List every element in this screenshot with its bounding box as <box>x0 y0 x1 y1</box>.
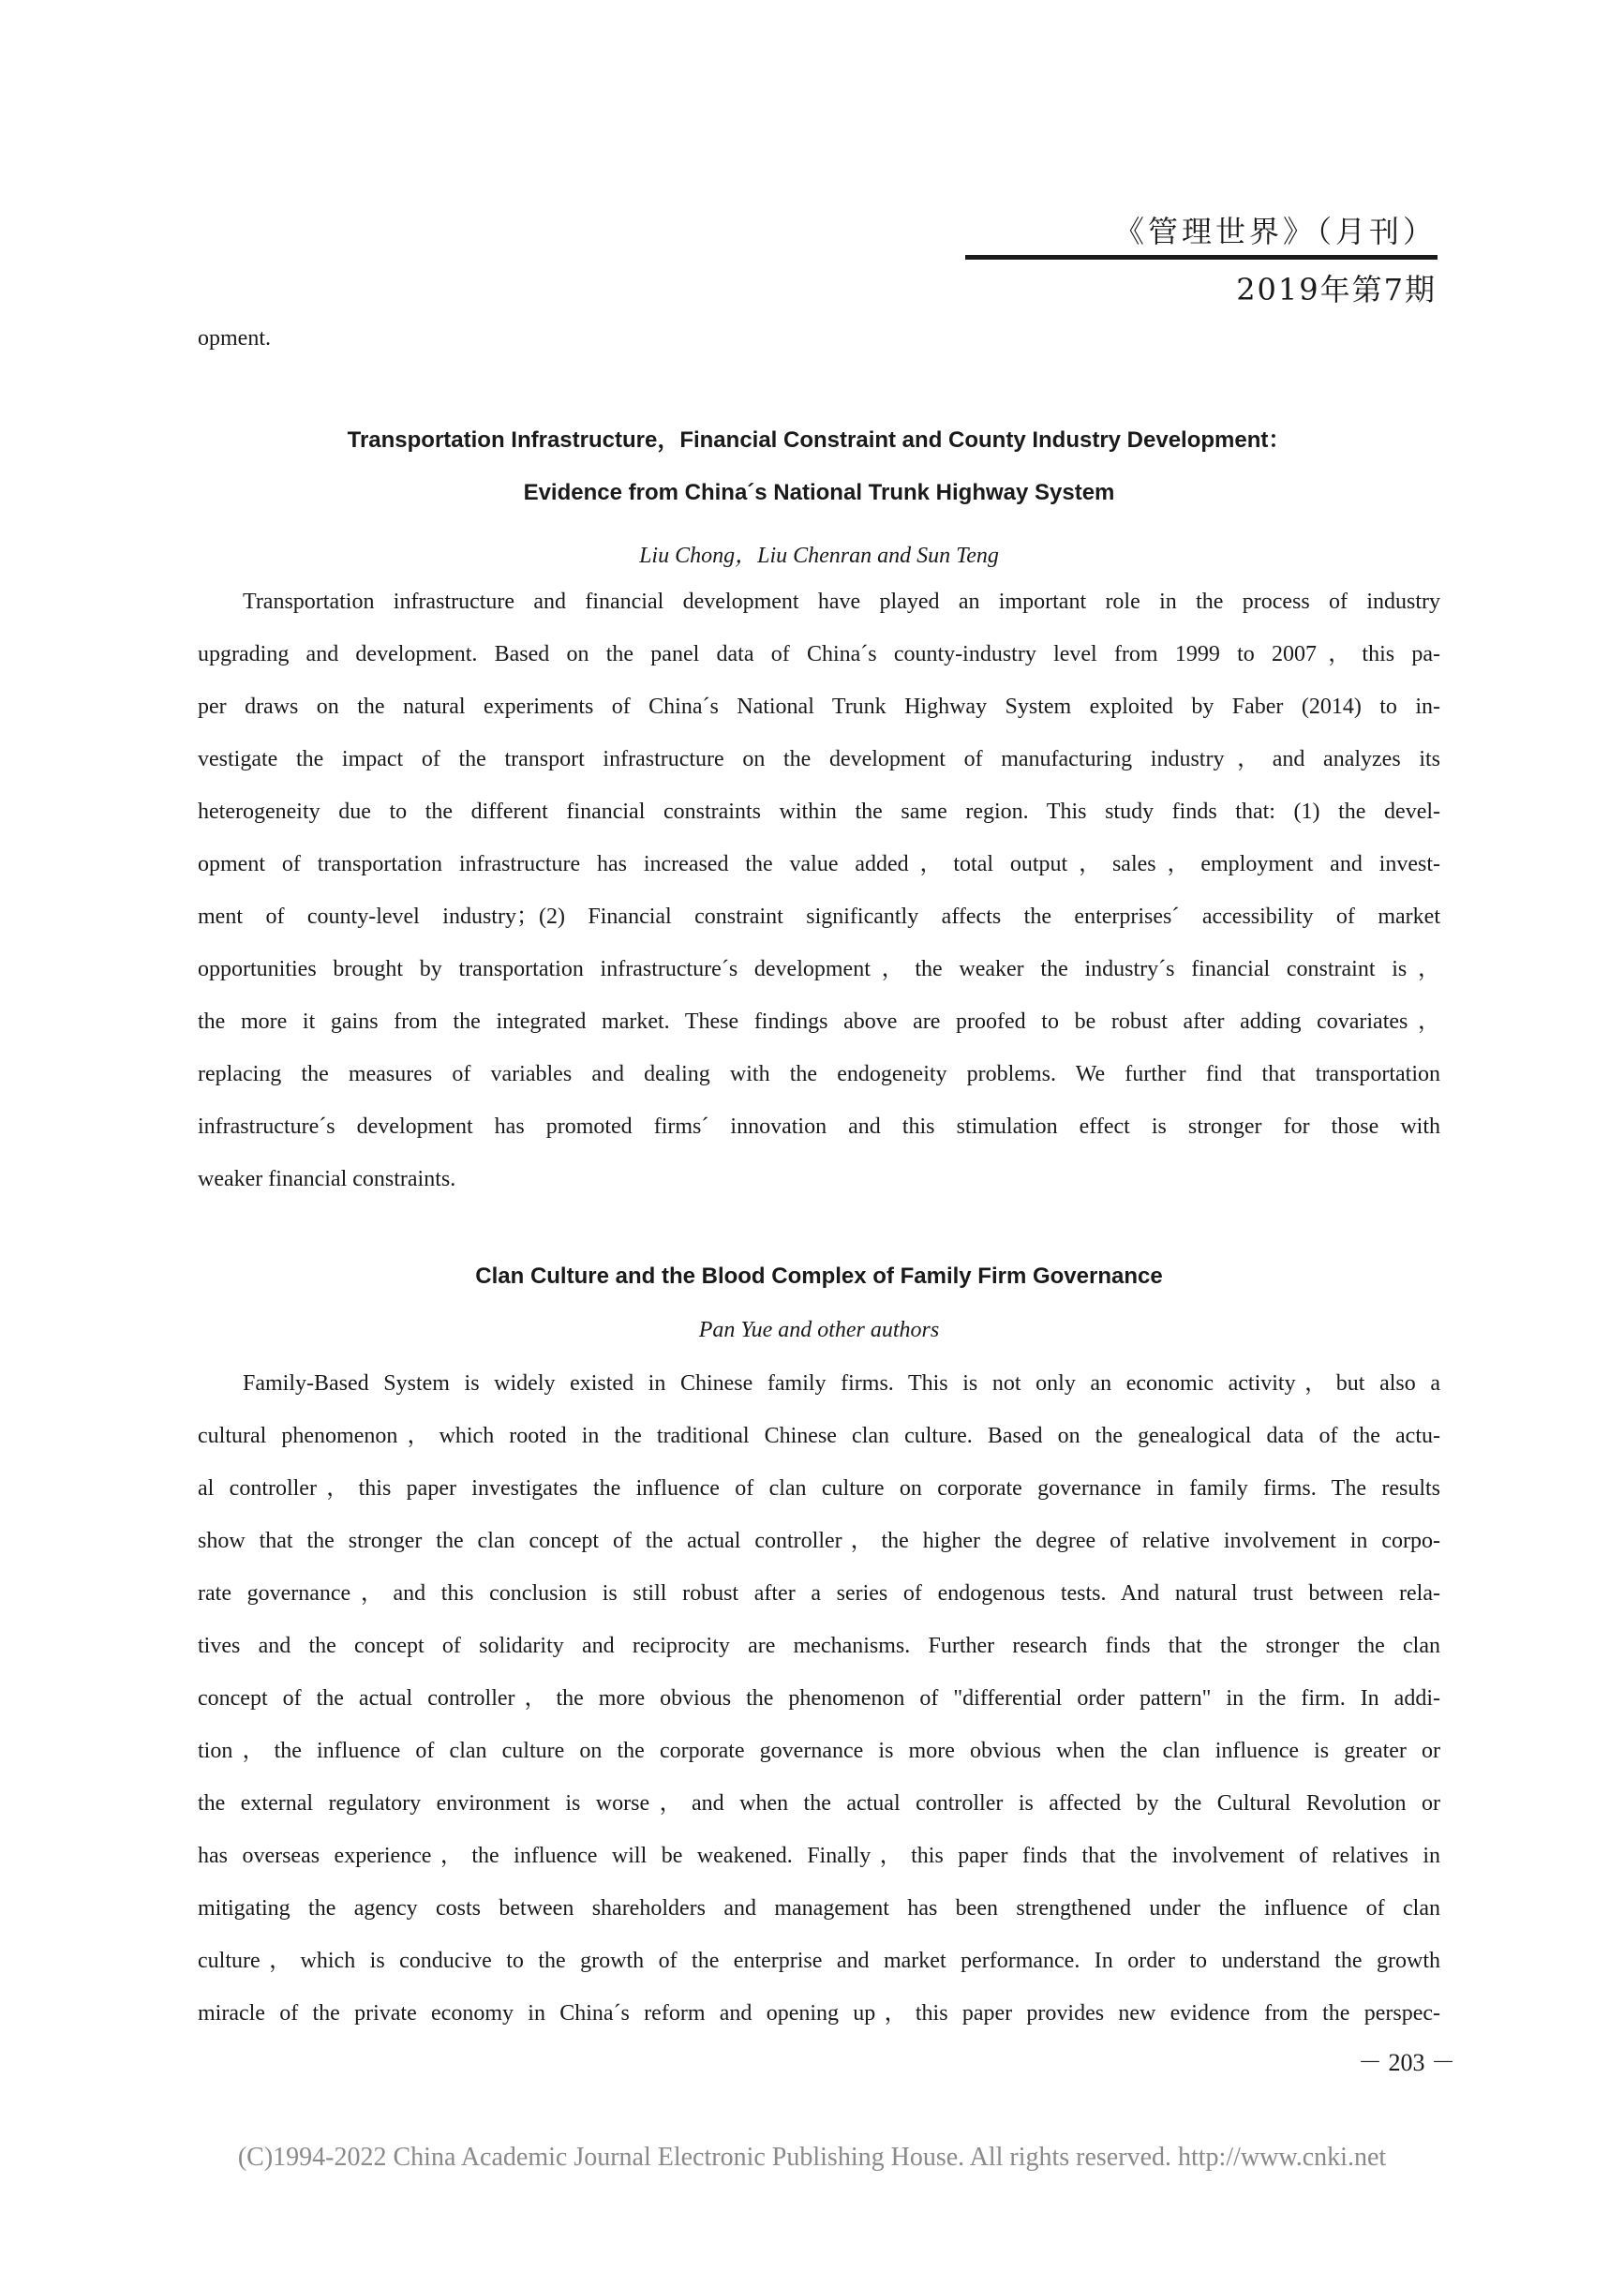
abstract-line: miracle of the private economy in China´s reform and opening up，this paper provides new evidence from the perspec- <box>198 2001 1440 2026</box>
header-rule <box>965 255 1438 260</box>
copyright-footer: (C)1994-2022 China Academic Journal Electronic Publishing House. All rights reserved. http://www.cnki.net <box>237 2143 1387 2172</box>
abstract-line: show that the stronger the clan concept of the actual controller，the higher the degree of relative involvement in corpo- <box>198 1529 1440 1553</box>
abstract-line: weaker financial constraints. <box>198 1167 456 1191</box>
abstract-line: replacing the measures of variables and dealing with the endogeneity problems. We further find that transportation <box>198 1062 1440 1086</box>
abstract-line: cultural phenomenon，which rooted in the traditional Chinese clan culture. Based on the genealogical data of the actu- <box>198 1424 1440 1448</box>
article-1-authors: Liu Chong，Liu Chenran and Sun Teng <box>639 544 999 568</box>
article-2-abstract <box>198 1357 1440 2040</box>
abstract-line: per draws on the natural experiments of China´s National Trunk Highway System exploited by Faber (2014) to in- <box>198 695 1440 719</box>
abstract-line: concept of the actual controller，the more obvious the phenomenon of "differential order pattern" in the firm. In addi- <box>198 1686 1440 1711</box>
abstract-line: mitigating the agency costs between shareholders and management has been strengthened under the influence of clan <box>198 1896 1440 1921</box>
abstract-line: tion，the influence of clan culture on the corporate governance is more obvious when the clan influence is greater or <box>198 1739 1440 1763</box>
journal-title: 《管理世界》（月刊） <box>1113 214 1437 249</box>
abstract-line: tives and the concept of solidarity and reciprocity are mechanisms. Further research finds that the stronger the clan <box>198 1634 1440 1658</box>
article-2-authors: Pan Yue and other authors <box>698 1318 940 1342</box>
abstract-line: opment of transportation infrastructure has increased the value added，total output，sales，employment and invest- <box>198 852 1440 876</box>
abstract-line: culture，which is conducive to the growth of the enterprise and market performance. In order to understand the growth <box>198 1949 1440 1973</box>
abstract-line: vestigate the impact of the transport infrastructure on the development of manufacturing industry，and analyzes its <box>198 747 1440 771</box>
abstract-line: Family-Based System is widely existed in Chinese family firms. This is not only an economic activity，but also a <box>243 1371 1440 1396</box>
abstract-line: infrastructure´s development has promoted firms´ innovation and this stimulation effect is stronger for those with <box>198 1114 1440 1139</box>
article-1-title-line: Transportation Infrastructure，Financial Constraint and County Industry Development： <box>347 427 1291 453</box>
article-2-title-line: Clan Culture and the Blood Complex of Family Firm Governance <box>475 1264 1163 1289</box>
abstract-line: rate governance，and this conclusion is still robust after a series of endogenous tests. And natural trust between rela- <box>198 1581 1440 1606</box>
article-2-title <box>198 1250 1440 1303</box>
abstract-line: ment of county-level industry；(2) Financial constraint significantly affects the enterprises´ accessibility of market <box>198 905 1440 929</box>
abstract-line: upgrading and development. Based on the panel data of China´s county-industry level from 1999 to 2007，this pa- <box>198 642 1440 666</box>
article-1-abstract <box>198 576 1440 1205</box>
abstract-line: has overseas experience，the influence will be weakened. Finally，this paper finds that the involvement of relatives in <box>198 1844 1440 1868</box>
journal-issue: 2019年第7期 <box>1236 272 1437 307</box>
abstract-line: the external regulatory environment is worse，and when the actual controller is affected by the Cultural Revolution or <box>198 1791 1440 1816</box>
article-1-title-line: Evidence from China´s National Trunk Highway System <box>523 480 1115 505</box>
abstract-line: al controller，this paper investigates the influence of clan culture on corporate governance in family firms. The results <box>198 1476 1440 1501</box>
article-1-title <box>198 414 1440 519</box>
abstract-line: the more it gains from the integrated market. These findings above are proofed to be robust after adding covariates， <box>198 1009 1440 1034</box>
page-number: － 203 － <box>1357 2049 1455 2076</box>
carryover-text: opment. <box>198 326 271 351</box>
abstract-line: Transportation infrastructure and financial development have played an important role in the process of industry <box>243 590 1440 614</box>
abstract-line: heterogeneity due to the different financial constraints within the same region. This study finds that: (1) the devel- <box>198 800 1440 824</box>
abstract-line: opportunities brought by transportation infrastructure´s development，the weaker the industry´s financial constraint is， <box>198 957 1440 981</box>
